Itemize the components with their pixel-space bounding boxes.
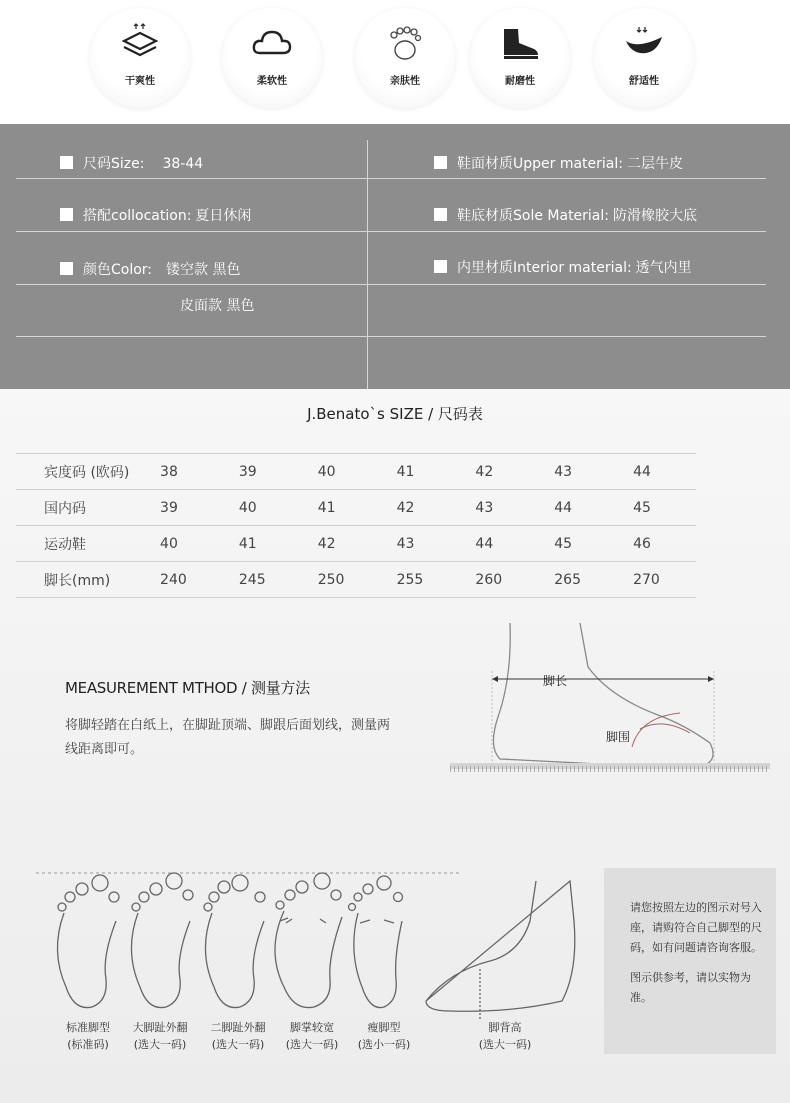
feature-skin-friendly: [355, 8, 455, 108]
feature-strip: [0, 0, 790, 124]
foot-icon: [383, 23, 427, 63]
spec-interior-material: 内里材质Interior material: 透气内里: [434, 257, 692, 277]
feature-softness: [222, 8, 322, 108]
table-row: 运动鞋 40 41 42 43 44 45 46: [16, 526, 696, 562]
feature-label: 舒适性: [629, 76, 659, 87]
foot-measure-illustration: [440, 617, 780, 787]
insole-icon: [622, 23, 666, 63]
size-chart-title: J.Benato`s SIZE / 尺码表: [307, 405, 483, 423]
feature-label: 耐磨性: [505, 76, 535, 87]
feature-dryness: [90, 8, 190, 108]
measurement-description: 将脚轻踏在白纸上，在脚趾顶端、脚跟后面划线，测量两线距离即可。: [65, 718, 391, 757]
size-note-box: [604, 868, 776, 1054]
spec-color-alt: 皮面款 黑色: [180, 298, 255, 314]
size-section: [0, 389, 790, 1103]
spec-upper-material: 鞋面材质Upper material: 二层牛皮: [434, 153, 683, 173]
feature-label: 干爽性: [125, 76, 155, 87]
foot-type-wide: 脚掌较宽 (选大一码): [285, 1021, 339, 1051]
spec-panel: [0, 124, 790, 389]
note-text: 请您按照左边的图示对号入座，请购符合自己脚型的尺码，如有问题请咨询客服。: [630, 901, 762, 954]
feature-wear-resistance: [470, 8, 570, 108]
foot-type-bunion: 大脚趾外翻 (选大一码): [132, 1021, 188, 1051]
foot-type-standard: 标准脚型 (标准码): [66, 1021, 110, 1051]
spec-collocation: 搭配collocation: 夏日休闲: [60, 205, 251, 225]
foot-girth-label: 脚围: [606, 730, 631, 744]
feature-label: 柔软性: [257, 76, 287, 87]
spec-size: 尺码Size: 38-44: [60, 153, 203, 173]
table-row: 宾度码 (欧码) 38 39 40 41 42 43 44: [16, 454, 696, 490]
size-table: [16, 453, 696, 598]
foot-type-thin: 瘦脚型 (选小一码): [357, 1021, 411, 1051]
cloud-icon: [250, 23, 294, 63]
foot-length-label: 脚长: [543, 674, 568, 688]
layers-icon: [118, 23, 162, 63]
spec-sole-material: 鞋底材质Sole Material: 防滑橡胶大底: [434, 205, 697, 225]
feature-label: 亲肤性: [390, 76, 420, 87]
shoe-icon: [498, 23, 542, 63]
feature-comfort: [594, 8, 694, 108]
foot-type-high-instep: 脚背高 (选大一码): [478, 1021, 532, 1051]
foot-type-second-toe: 二脚趾外翻 (选大一码): [210, 1021, 266, 1051]
measurement-title: MEASUREMENT MTHOD / 测量方法: [65, 679, 310, 697]
spec-color: 颜色Color: 镂空款 黑色: [60, 259, 240, 279]
table-row: 国内码 39 40 41 42 43 44 45: [16, 490, 696, 526]
table-row: 脚长(mm) 240 245 250 255 260 265 270: [16, 562, 696, 598]
note-disclaimer: 图示供参考，请以实物为准。: [630, 971, 751, 1004]
foot-types-illustration: [30, 861, 590, 1021]
